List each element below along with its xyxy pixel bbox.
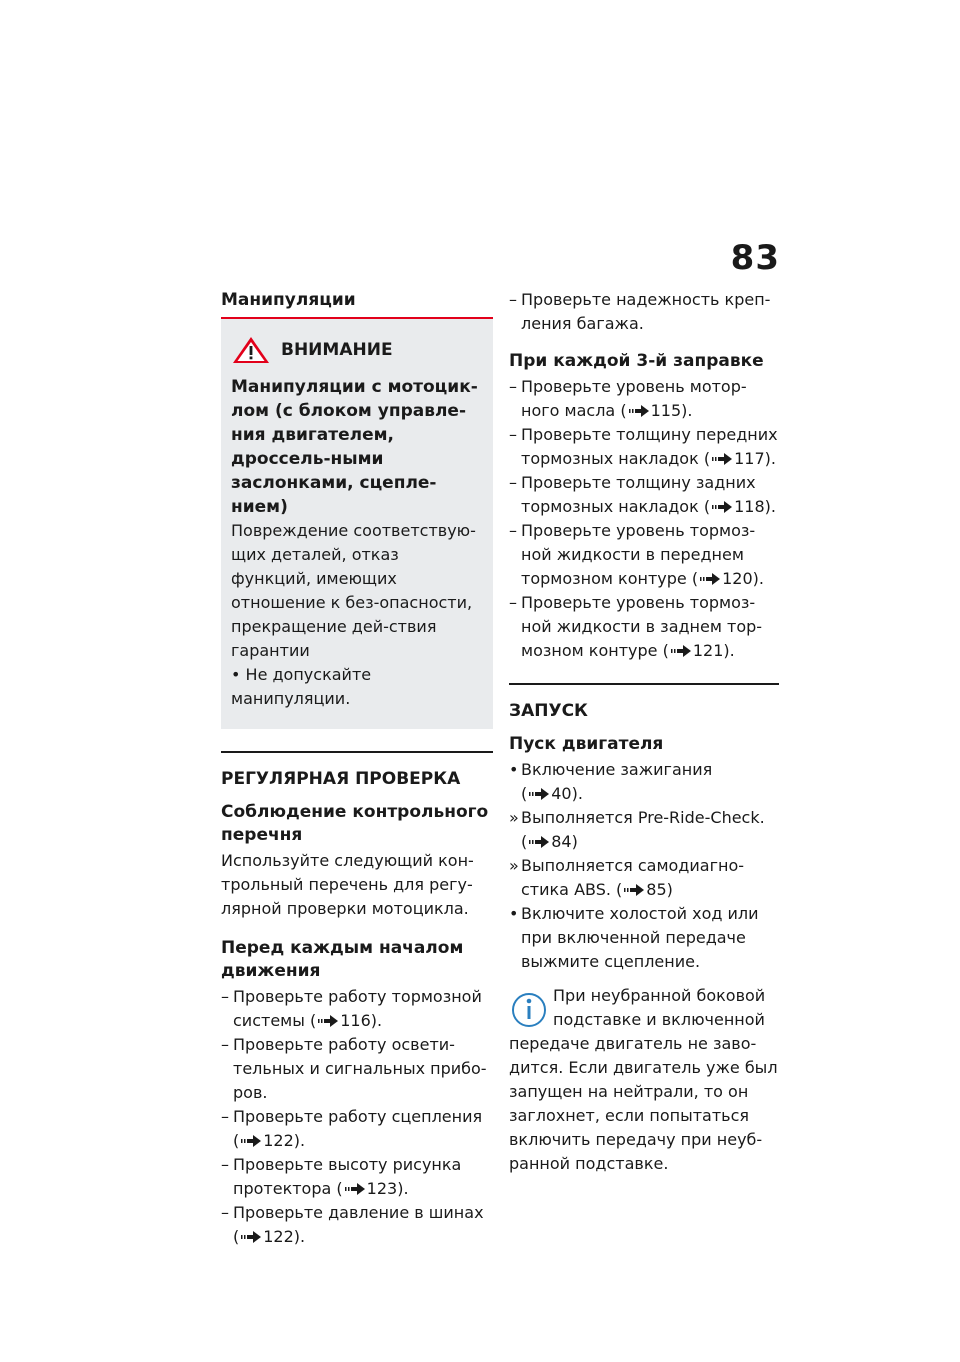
reference-arrow-icon <box>712 453 732 465</box>
list-item: • Включение зажигания ( 40). <box>509 760 713 803</box>
reference-arrow-icon <box>241 1135 261 1147</box>
chapter-title: ЗАПУСК <box>509 701 588 721</box>
before-ride-list <box>221 985 493 1249</box>
chapter-divider <box>221 751 493 753</box>
list-item: » Выполняется самодиагно-стика ABS. ( 85) <box>509 856 744 899</box>
luggage-list <box>509 288 779 336</box>
reference-arrow-icon <box>712 501 732 513</box>
warning-label: ВНИМАНИЕ <box>281 340 393 360</box>
reference-arrow-icon <box>241 1231 261 1243</box>
every-third-heading: При каждой 3-й заправке <box>509 351 764 371</box>
warning-header <box>231 335 483 365</box>
right-column <box>509 288 779 1176</box>
reference-arrow-icon <box>700 573 720 585</box>
list-item: • Включите холостой ход или при включенной передаче выжмите сцепление. <box>509 904 759 971</box>
info-icon <box>509 984 549 1028</box>
left-column <box>221 288 493 1249</box>
checklist-heading: Соблюдение контрольного перечня <box>221 802 489 845</box>
list-item: – Проверьте уровень тормоз-ной жидкости в переднем тормозном контуре ( 120). <box>509 521 764 588</box>
warning-box <box>221 319 493 729</box>
list-item: – Проверьте толщину задних тормозных накладок ( 118). <box>509 473 776 516</box>
list-item: » Выполняется Pre-Ride-Check. ( 84) <box>509 808 765 851</box>
info-text: При неубранной боковой подставке и включенной передаче двигатель не заво-дится. Если двигатель уже был запущен на нейтрали, то он заглохнет, если попытаться включить передачу при неуб-ранной подставке. <box>509 986 778 1173</box>
list-item: – Проверьте работу освети-тельных и сигнальных прибо-ров. <box>221 1035 487 1102</box>
page-number: 83 <box>730 238 780 278</box>
warning-triangle-icon <box>231 335 271 365</box>
reference-arrow-icon <box>318 1015 338 1027</box>
warning-text: Повреждение соответствую-щих деталей, отказ функций, имеющих отношение к без-опасности, прекращение дей-ствия гарантии <box>231 521 476 660</box>
info-note <box>509 984 779 1176</box>
engine-start-heading: Пуск двигателя <box>509 734 664 754</box>
reference-arrow-icon <box>529 788 549 800</box>
list-item: – Проверьте работу сцепления ( 122). <box>221 1107 483 1150</box>
list-item: – Проверьте уровень тормоз-ной жидкости в заднем тор-мозном контуре ( 121). <box>509 593 763 660</box>
chapter-divider <box>509 683 779 685</box>
before-ride-heading: Перед каждым началом движения <box>221 938 464 981</box>
checklist-text: Используйте следующий кон-трольный перечень для регу-лярной проверки мотоцикла. <box>221 851 474 918</box>
reference-arrow-icon <box>629 405 649 417</box>
every-third-list <box>509 375 779 663</box>
section-label: Манипуляции <box>221 290 356 310</box>
list-item: – Проверьте работу тормозной системы ( 116). <box>221 987 482 1030</box>
list-item: – Проверьте высоту рисунка протектора ( 123). <box>221 1155 462 1198</box>
list-item: – Проверьте давление в шинах ( 122). <box>221 1203 484 1246</box>
reference-arrow-icon <box>624 884 644 896</box>
reference-arrow-icon <box>345 1183 365 1195</box>
list-item: – Проверьте толщину передних тормозных накладок ( 117). <box>509 425 778 468</box>
list-item: – Проверьте уровень мотор-ного масла ( 115). <box>509 377 747 420</box>
engine-start-list <box>509 758 779 974</box>
reference-arrow-icon <box>529 836 549 848</box>
warning-title: Манипуляции с мотоцик-лом (с блоком управле-ния двигателем, дроссель-ными заслонками, сцепле-нием) <box>231 377 478 517</box>
list-item: – Проверьте надежность креп-ления багажа. <box>509 290 771 333</box>
reference-arrow-icon <box>671 645 691 657</box>
chapter-title: РЕГУЛЯРНАЯ ПРОВЕРКА <box>221 769 461 789</box>
warning-bullet: • Не допускайте манипуляции. <box>231 665 372 708</box>
